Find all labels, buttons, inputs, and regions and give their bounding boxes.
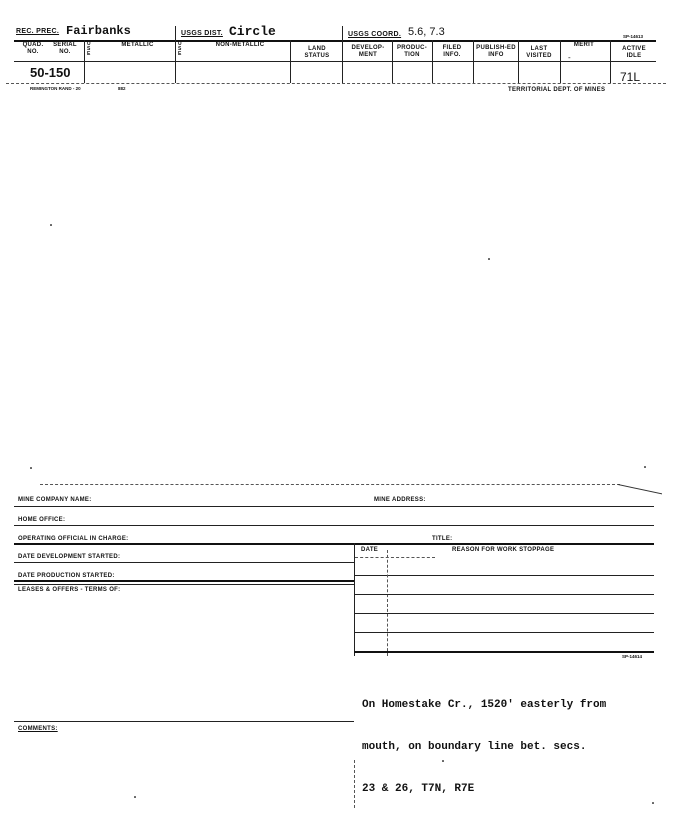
non-metallic-header: NON-METALLIC bbox=[215, 42, 265, 48]
stoppage-reason-header: REASON FOR WORK STOPPAGE bbox=[452, 547, 555, 553]
bottom-card bbox=[0, 470, 678, 810]
active-idle-header: ACTIVE IDLE bbox=[622, 46, 646, 59]
location-description bbox=[362, 670, 606, 824]
filed-info-header: FILED INFO. bbox=[442, 45, 462, 58]
top-form-code: SP-14613 bbox=[623, 34, 644, 39]
usgs-coord-value: 5.6, 7.3 bbox=[408, 26, 445, 38]
land-status-header: LAND STATUS bbox=[304, 46, 330, 59]
quad-no-header: QUAD. NO. bbox=[22, 42, 44, 55]
active-idle-value: 71L bbox=[620, 70, 641, 84]
home-office-label: HOME OFFICE: bbox=[18, 517, 66, 523]
serial-no-header: SERIAL NO. bbox=[53, 42, 77, 55]
bottom-form-code: SP-14614 bbox=[622, 654, 643, 659]
published-info-header: PUBLISH-ED INFO bbox=[476, 45, 516, 58]
location-line-2: mouth, on boundary line bet. secs. bbox=[362, 741, 587, 753]
comments-label: COMMENTS: bbox=[18, 726, 58, 732]
use-metallic-header: U S E bbox=[87, 41, 91, 57]
printer-note: REMINGTON RAND - 20 bbox=[30, 86, 81, 91]
mine-address-label: MINE ADDRESS: bbox=[374, 497, 426, 503]
last-visited-header: LAST VISITED bbox=[526, 46, 552, 59]
quad-serial-value: 50-150 bbox=[30, 65, 71, 80]
printer-code: 882 bbox=[118, 86, 126, 91]
date-development-started-label: DATE DEVELOPMENT STARTED: bbox=[18, 554, 121, 560]
title-label: TITLE: bbox=[432, 536, 453, 542]
usgs-dist-label: USGS DIST. bbox=[181, 30, 223, 37]
stoppage-date-header: DATE bbox=[361, 547, 379, 553]
metallic-header: METALLIC bbox=[121, 42, 154, 48]
merit-value: - bbox=[568, 53, 571, 62]
rec-prec-value: Fairbanks bbox=[66, 24, 131, 38]
location-line-3: 23 & 26, T7N, R7E bbox=[362, 783, 475, 795]
top-card bbox=[0, 0, 678, 100]
leases-offers-label: LEASES & OFFERS - TERMS OF: bbox=[18, 587, 121, 593]
usgs-dist-value: Circle bbox=[229, 24, 276, 39]
date-production-started-label: DATE PRODUCTION STARTED: bbox=[18, 573, 115, 579]
territorial-dept-footer: TERRITORIAL DEPT. OF MINES bbox=[508, 87, 606, 93]
use-nonmetallic-header: U S E bbox=[178, 41, 182, 57]
rec-prec-label: REC. PREC. bbox=[16, 28, 60, 35]
usgs-coord-label: USGS COORD. bbox=[348, 31, 402, 38]
operating-official-label: OPERATING OFFICIAL IN CHARGE: bbox=[18, 536, 129, 542]
mine-company-name-label: MINE COMPANY NAME: bbox=[18, 497, 92, 503]
production-header: PRODUC-TION bbox=[396, 45, 428, 58]
merit-header: MERIT bbox=[573, 42, 595, 48]
development-header: DEVELOP-MENT bbox=[351, 45, 385, 58]
location-line-1: On Homestake Cr., 1520' easterly from bbox=[362, 699, 607, 711]
